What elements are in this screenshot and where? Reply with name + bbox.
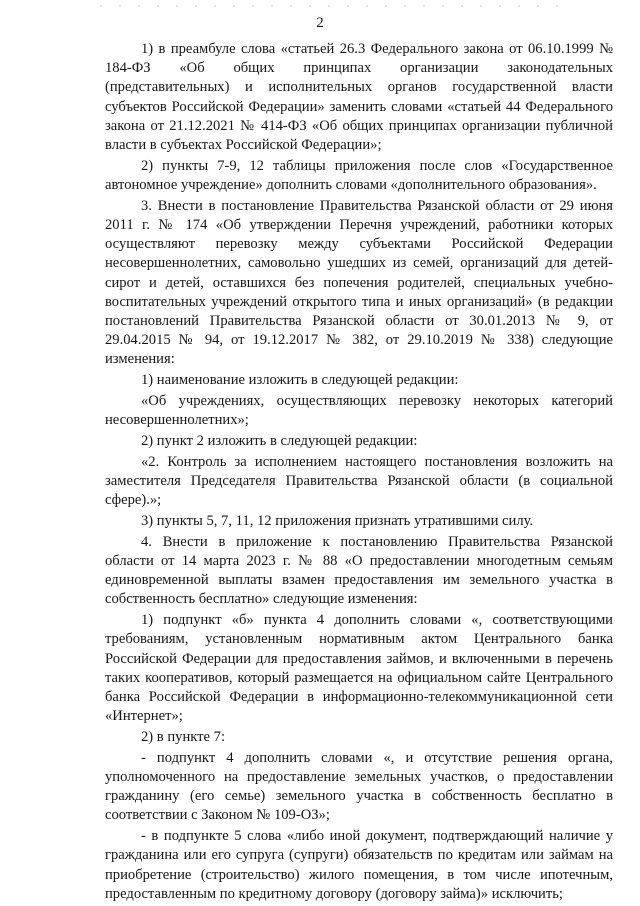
paragraph: 1) в преамбуле слова «статьей 26.3 Федерального закона от 06.10.1999 № 184-ФЗ «Об общих принципах организации законодательных (представительных) и исполнительных органов государственной власти субъектов Российской Федерации» заменить словами «статьей 44 Федерального закона от 21.12.2021 № 414-ФЗ «Об общих принципах организации публичной власти в субъектах Российской Федерации»; bbox=[105, 41, 613, 154]
paragraph: 3. Внести в постановление Правительства Рязанской области от 29 июня 2011 г. № 174 «Об утверждении Перечня учреждений, работники которых осуществляют перевозку между субъектами Российской Федерации несовершеннолетних, самовольно ушедших из семей, организаций для детей-сирот и детей, оставшихся без попечения родителей, специальных учебно-воспитательных учреждений открытого типа и иных организаций» (в редакции постановлений Правительства Рязанской области от 30.01.2013 № 9, от 29.04.2015 № 94, от 19.12.2017 № 382, от 29.10.2019 № 338) следующие изменения: bbox=[105, 197, 613, 368]
document-body bbox=[105, 40, 613, 906]
paragraph: 4. Внести в приложение к постановлению Правительства Рязанской области от 14 марта 2023 г. № 88 «О предоставлении многодетным семьям единовременной выплаты взамен предоставления им земельного участка в собственность бесплатно» следующие изменения: bbox=[105, 533, 613, 608]
paragraph: - подпункт 4 дополнить словами «, и отсутствие решения органа, уполномоченного на предоставление земельных участков, о предоставлении гражданину (его семье) земельного участка в собственность бесплатно в соответствии с Законом № 109-ОЗ»; bbox=[105, 749, 613, 824]
paragraph: 3) пункты 5, 7, 11, 12 приложения признать утратившими силу. bbox=[141, 513, 534, 530]
paragraph: «Об учреждениях, осуществляющих перевозку некоторых категорий несовершеннолетних»; bbox=[105, 393, 613, 429]
paragraph: 2) пункты 7-9, 12 таблицы приложения после слов «Государственное автономное учреждение» дополнить словами «дополнительного образования». bbox=[105, 157, 613, 194]
paragraph: 2) в пункте 7: bbox=[141, 729, 226, 746]
page-number: 2 bbox=[316, 15, 324, 31]
scan-artifact bbox=[100, 5, 570, 7]
paragraph: 1) подпункт «б» пункта 4 дополнить словами «, соответствующими требованиям, установленным нормативным актом Центрального банка Российской Федерации для предоставления займов, и включенными в перечень таких кооперативов, который размещается на официальном сайте Центрального банка Российской Федерации в информационно-телекоммуникационной сети «Интернет»; bbox=[105, 612, 613, 725]
paragraph: 2) пункт 2 изложить в следующей редакции: bbox=[141, 433, 418, 450]
paragraph: 1) наименование изложить в следующей редакции: bbox=[141, 372, 459, 389]
paragraph: «2. Контроль за исполнением настоящего постановления возложить на заместителя Председателя Правительства Рязанской области (в социальной сфере).»; bbox=[105, 453, 613, 509]
paragraph: - в подпункте 5 слова «либо иной документ, подтверждающий наличие у гражданина или его супруга (супруги) обязательств по кредитам или займам на приобретение (строительство) жилого помещения, в том числе ипотечным, предоставленным по кредитному договору (договору займа)» исключить; bbox=[105, 828, 613, 902]
